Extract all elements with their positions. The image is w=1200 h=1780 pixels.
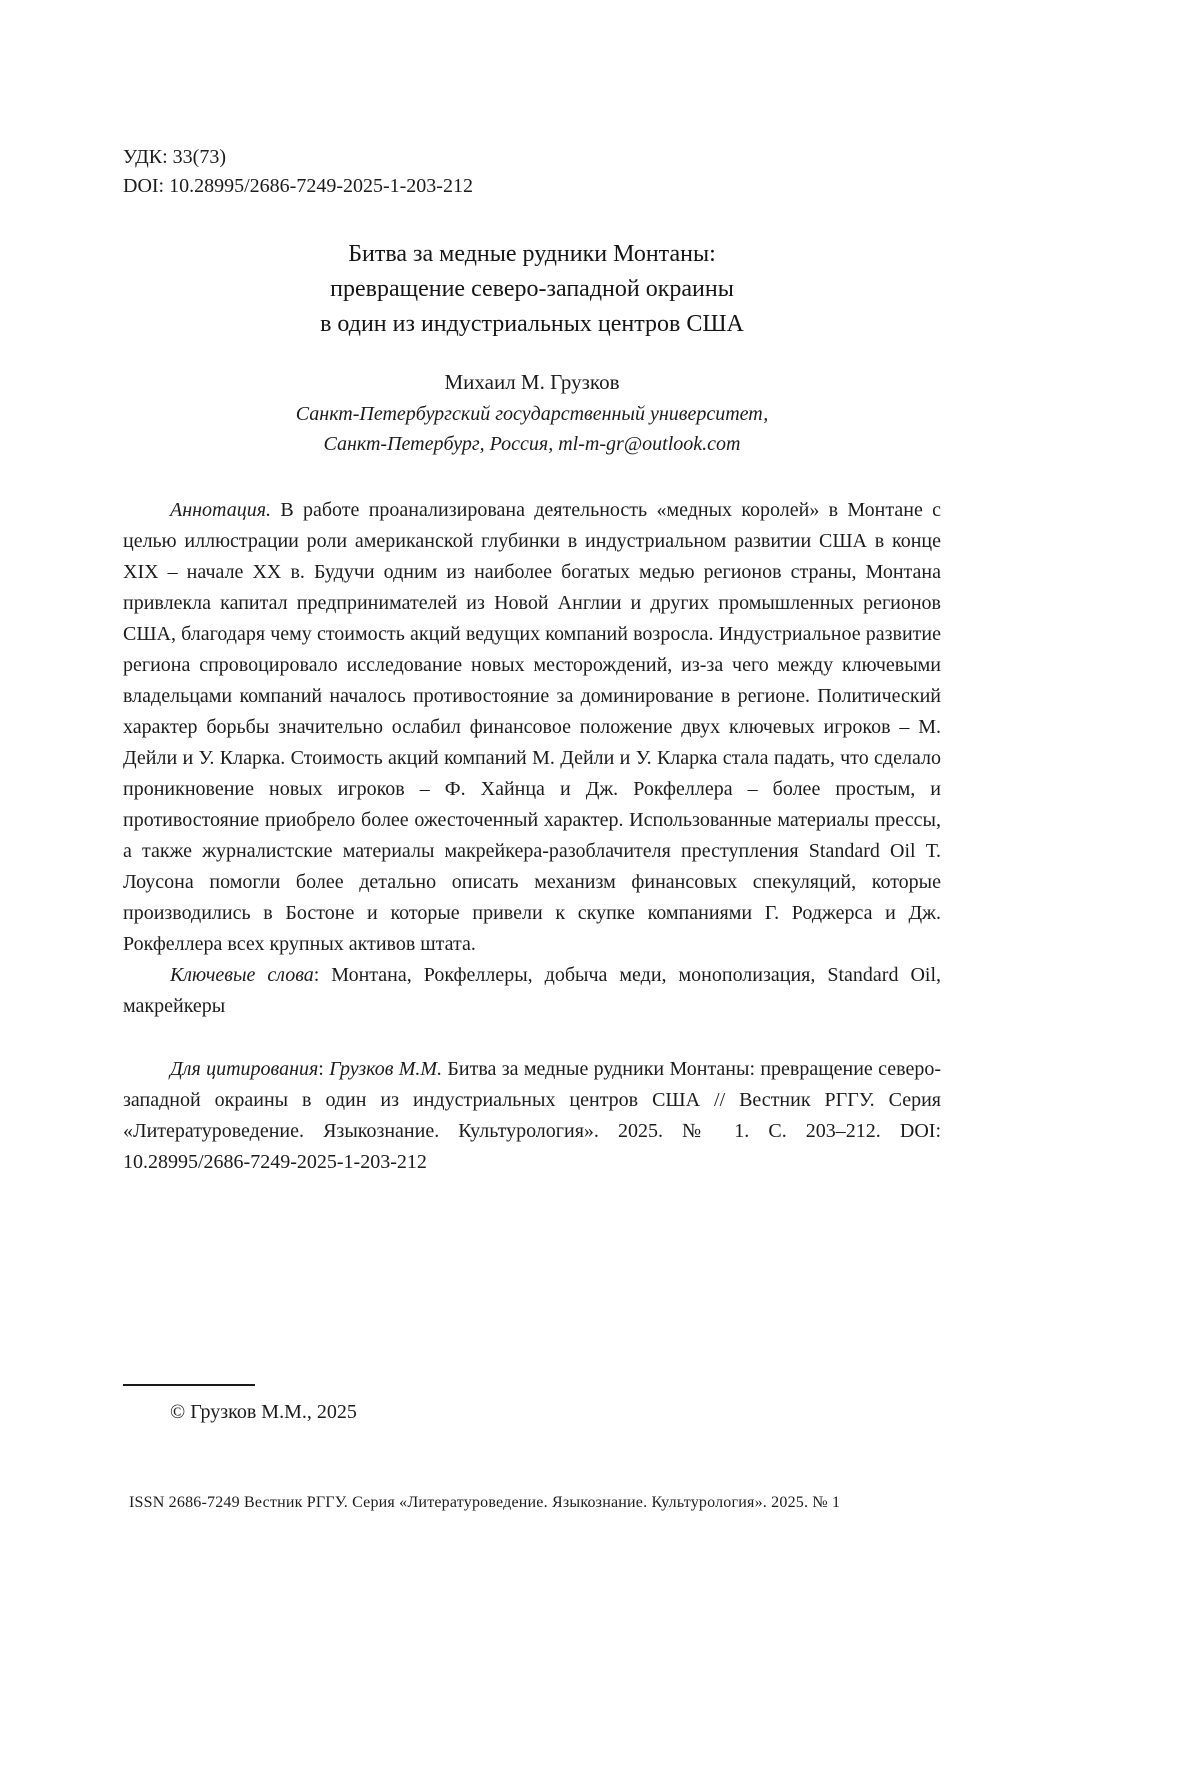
abstract-text: В работе проанализирована деятельность «медных королей» в Монтане с целью иллюстрации роли американской глубинки в индустриальном развитии США в конце XIX – начале XX в. Будучи одним из наиболее богатых медью регионов страны, Монтана привлекла капитал предпринимателей из Новой Англии и других промышленных регионов США, благодаря чему стоимость акций ведущих компаний возросла. Индустриальное развитие региона спровоцировало исследование новых месторождений, из-за чего между ключевыми владельцами компаний началось противостояние за доминирование в регионе. Политический характер борьбы значительно ослабил финансовое положение двух ключевых игроков – М. Дейли и У. Кларка. Стоимость акций компаний М. Дейли и У. Кларка стала падать, что сделало проникновение новых игроков – Ф. Хайнца и Дж. Рокфеллера – более простым, и противостояние приобрело более ожесточенный характер. Использованные материалы прессы, а также журналистские материалы макрейкера-разоблачителя преступления Standard Oil Т. Лоусона помогли более детально описать механизм финансовых спекуляций, которые производились в Бостоне и которые привели к скупке компаниями Г. Роджерса и Дж. Рокфеллера всех крупных активов штата. <box>123 498 941 955</box>
title-line-1: Битва за медные рудники Монтаны: <box>348 241 716 267</box>
author-block <box>123 367 941 459</box>
citation-label: Для цитирования <box>170 1057 319 1080</box>
title-line-2: превращение северо-западной окраины <box>330 276 734 303</box>
abstract-label: Аннотация. <box>170 498 272 521</box>
udk-line: УДК: 33(73) <box>123 146 226 168</box>
journal-footer-line: ISSN 2686-7249 Вестник РГГУ. Серия «Литературоведение. Языкознание. Культурология». 2025. № 1 <box>129 1494 841 1511</box>
copyright-block <box>123 1384 357 1424</box>
citation-authors: Грузков М.М. <box>329 1057 443 1080</box>
copyright-text: © Грузков М.М., 2025 <box>170 1401 357 1423</box>
keywords-text: : Монтана, Рокфеллеры, добыча меди, монополизация, Standard Oil, макрейкеры <box>123 963 941 1017</box>
doi-line: DOI: 10.28995/2686-7249-2025-1-203-212 <box>123 175 473 197</box>
article-title <box>123 237 941 342</box>
citation-text: Битва за медные рудники Монтаны: превращение северо-западной окраины в один из индустриальных центров США // Вестник РГГУ. Серия «Литературоведение. Языкознание. Культурология». 2025. № 1. С. 203–212. DOI: 10.28995/2686-7249-2025-1-203-212 <box>123 1057 941 1173</box>
citation-separator: : <box>318 1057 330 1080</box>
author-affiliation: Санкт-Петербургский государственный университет, <box>295 402 769 425</box>
keywords-paragraph <box>123 960 941 1022</box>
article-content <box>123 143 941 1178</box>
copyright-rule <box>123 1384 255 1386</box>
keywords-label: Ключевые слова <box>170 963 314 986</box>
abstract-paragraph <box>123 495 941 960</box>
article-meta <box>123 143 941 201</box>
author-location-email: Санкт-Петербург, Россия, ml-m-gr@outlook.com <box>323 432 741 455</box>
author-name: Михаил М. Грузков <box>444 370 620 395</box>
article-body <box>123 495 941 1178</box>
title-line-3: в один из индустриальных центров США <box>320 311 744 338</box>
citation-paragraph <box>123 1054 941 1178</box>
